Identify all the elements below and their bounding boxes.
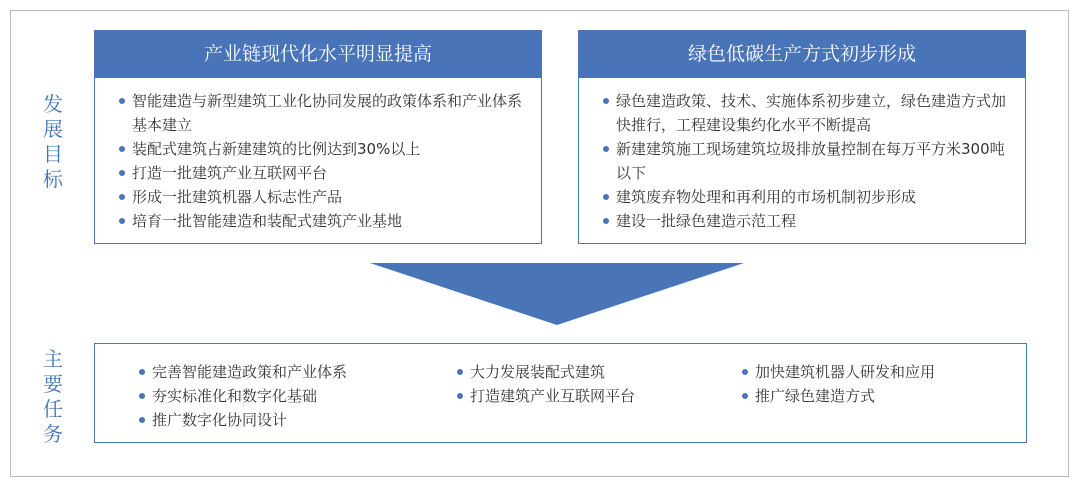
goal-list (95, 78, 541, 233)
task-item: 完善智能建造政策和产业体系 (139, 360, 347, 384)
tasks-column (139, 360, 347, 432)
goal-box-title: 绿色低碳生产方式初步形成 (579, 31, 1025, 78)
goal-item: 新建建筑施工现场建筑垃圾排放量控制在每万平方米300吨以下 (603, 137, 1009, 185)
tasks-side-label: 主要任务 (43, 347, 63, 446)
tasks-box (94, 343, 1027, 443)
task-item: 加快建筑机器人研发和应用 (742, 360, 935, 384)
task-item: 夯实标准化和数字化基础 (139, 384, 347, 408)
goal-item: 装配式建筑占新建建筑的比例达到30%以上 (119, 137, 525, 161)
goal-box-title: 产业链现代化水平明显提高 (95, 31, 541, 78)
goals-side-label: 发展目标 (43, 92, 63, 191)
task-item: 大力发展装配式建筑 (457, 360, 635, 384)
task-item: 推广绿色建造方式 (742, 384, 935, 408)
goal-box-green-low-carbon (578, 30, 1026, 244)
tasks-column (457, 360, 635, 408)
down-arrow-icon (370, 263, 744, 325)
goal-item: 培育一批智能建造和装配式建筑产业基地 (119, 209, 525, 233)
tasks-column (742, 360, 935, 408)
goal-item: 建设一批绿色建造示范工程 (603, 209, 1009, 233)
goal-item: 智能建造与新型建筑工业化协同发展的政策体系和产业体系基本建立 (119, 89, 525, 137)
goal-list (579, 78, 1025, 233)
task-item: 推广数字化协同设计 (139, 408, 347, 432)
goal-item: 形成一批建筑机器人标志性产品 (119, 185, 525, 209)
task-item: 打造建筑产业互联网平台 (457, 384, 635, 408)
goal-box-industry-chain (94, 30, 542, 244)
goal-item: 绿色建造政策、技术、实施体系初步建立，绿色建造方式加快推行，工程建设集约化水平不断提高 (603, 89, 1009, 137)
goal-item: 建筑废弃物处理和再利用的市场机制初步形成 (603, 185, 1009, 209)
goal-item: 打造一批建筑产业互联网平台 (119, 161, 525, 185)
